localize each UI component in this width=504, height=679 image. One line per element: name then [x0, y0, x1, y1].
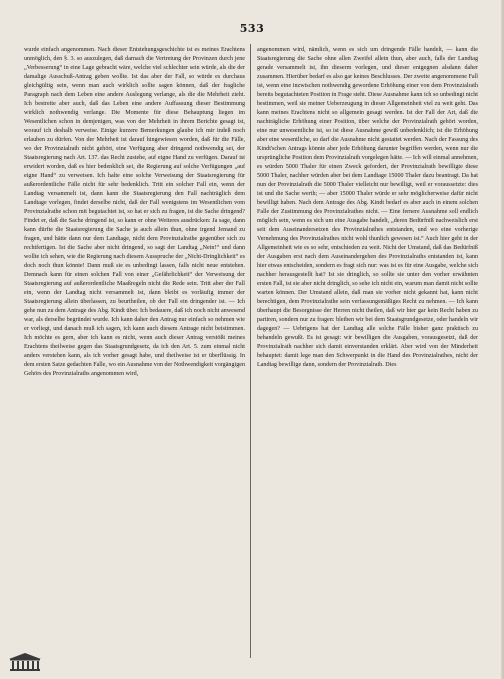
- paragraph: angenommen wird, nämlich, wenn es sich um dringende Fälle handelt, — kann die Staatsregierung die Sache ohne allen Zweifel allein thun, aber auch, falls der Landtag gerade versammelt ist, ihn dieserm vorlegen, und dieser entgegnen alsdann daher zusammen. Hierüber bedarf es also gar keines Beschlusses. Der zweite angenommene Fall ist, wenn eine inzwischen nothwendig gewordene Erhöhung einer von dem Provinzialrath bereits begutachteten Position in Frage steht. Diese Ausnahme kann ich so unbedingt nicht bestimmen, weil sie meiner Ueberzeugung in dieser Allgemeinheit viel zu weit geht. Das kann meines Erachtens nicht so allgemein gesagt werden. Ist der Fall der Art, daß die nachträgliche Erhöhung einer Position, über welche der Provinzialrath gehört worden, eine nur unwesentliche ist, so ist diese Ausnahme gewiß unbedenklich; ist die Erhöhung aber eine wesentliche, so darf die Ausnahme nicht gestattet werden. Nach der Fassung des Kindt'schen Antrags könnte aber jede Erhöhung darunter begriffen werden, wenn nur die ursprüngliche Position dem Provinzialrath vorgelegen hätte. — Ich will einmal annehmen, es würden 5000 Thaler für einen Zweck gefordert, der Provinzialrath bewilligte diese 5000 Thaler, nachher würden aber bei dem Landtage 15000 Thaler dazu beantragt. Da hat nun der Provinzialrath die 5000 Thaler vielleicht nur bewilligt, weil er voraussetzte: dies ist und die Sache werth; — aber 15000 Thaler würde er sehr möglicherweise dafür nicht bewilligt haben. Nach dem Antrage des Abg. Kindt bedarf es aber auch in einem solchen Falle der Zustimmung des Provinzialrathes nicht. — Eine fernere Ausnahme soll endlich möglich sein, wenn es sich um eine Ausgabe handelt, „deren Bedürfniß nachweislich erst seit dem Auseinandersetzen des Provinzialrathes entstanden, und wo eine vorherige Vernehmung des Provinzialrathes nicht wohl thunlich gewesen ist.“ Auch hier geht in der Allgemeinheit wie es so sehr, entschieden zu weit. Nicht der Umstand, daß das Bedürfniß der Ausgaben erst nach dem Auseinandergehen des Provinzialraths entstanden ist, kann hier etwas entscheiden, sondern es fragt sich nur: was ist es für eine Ausgabe, welche sich nachher herausgestellt hat? Ist sie dringlich, so sollte sie unter den vorher erwähnten ersten Fall, ist sie aber nicht dringlich, so sehe ich nicht ein, warum man damit nicht sollte warten können. Der Umstand allein, daß man sie vorher nicht gekannt hat, kann nicht berechtigen, dem Provinzialrathe sein verfassungsmäßiges Recht zu nehmen. — Ich kann überhaupt die Besorgnisse der Herren nicht theilen, daß wir hier gar kein Recht haben zu partiren, sondern nur zu fragen: bleiben wir bei dem Staatsgrundgesetze, oder handeln wir dagegen? — Uebrigens hat der Landtag alle solche Fälle bisher ganz praktisch zu behandeln gewußt. Es ist gesagt: wir bewilligen die Ausgaben, vorausgesetzt, daß der Provinzialrath nachher sich damit einverstanden erklärt. Aber wird von der Minderheit behauptet: damit lege man den Schwerpunkt in die Hand des Provinzialrathes, nicht der Landtag bewillige dann, sondern der Provinzialrath. Dies: [257, 47, 478, 368]
- paragraph: wurde einfach angenommen. Nach dieser Entstehungsgeschichte ist es meines Erachtens unmöglich, den §. 3. so auszulegen, daß darnach die Vertretung der Provinzen durch jene „Verbesserung“ in eine Lage gebracht wäre, welche viel schlechter sein würde, als die der damalige Ausschuß-Antrag geben wollte. Ist das aber der Fall, so würde es durchaus gleichgültig sein, wenn man auch wirklich sollte sagen können, daß der fragliche Paragraph nach dem Leben eine andere Auslegung verlange, als die die Mehrheit zieht. Ich bestreite aber auch, daß das Leben eine andere Auffassung dieser Bestimmung wirklich nothwendig verlange. Die Momente für diese Behauptung liegen im Wesentlichen schon in demjenigen, was von der Mehrheit in ihrem Berichte gesagt ist, worauf ich deshalb verweise. Einige kurzere Bemerkungen glaube ich mir indeß noch erlauben zu dürfen. Von der Mehrheit ist darauf hingewiesen worden, daß für die Fälle, wo der Provinzialrath nicht gehört, eine Verfügung aber dringend nothwendig sei, der Staatsregierung nach Art. 137. das Recht zustehe, auf eigne Hand zu verfügen. Darauf ist erwidert worden, daß es hier bedenklich sei, die Regierung auf solche Verfügungen „auf eigne Hand“ zu verweisen. Ich halte eine solche Verweisung der Staatsregierung für außerordentliche Fälle nicht für sehr bedenklich. Tritt ein solcher Fall ein, wenn der Landtag versammelt ist, dann kann die Staatsregierung den Fall nachträglich dem Landtage vorlegen, findet derselbe nicht, daß der Fall wenigstens im Wesentlichen vom Provinzialrathe schon mit begutachtet ist, so hat er sich zu fragen, ist die Sache dringend? Findet er, daß die Sache dringend ist, so kann er ohne Weiteres ausdrücken: Ja sage, dann kann dürfte die Staatsregierung die Sache ja auch allein thun, ohne irgend Jemand zu fragen, und hätte dann nur dem Landtage, nicht dem Provinzialrathe gegenüber sich zu rechtfertigen. Ist die Sache aber nicht dringend, so sagt der Landtag „Nein!“ und dann wollte ich sehen, wie die Regierung nach diesem Ausspruche der „Nicht-Dringlichkeit“ es doch noch thun könnte! Dann muß sie es unbedingt lassen, falls nicht neue entstehen. Demnach kann für einen solchen Fall von einer „Gefährlichkeit“ der Verweisung der Staatsregierung auf außerordentliche Maaßregeln nicht die Rede sein. Tritt aber der Fall ein, wenn der Landtag nicht versammelt ist, dann bleibt es vorläufig immer der Staatsregierung allein überlassen, zu beurtheilen, ob der Fall ein dringender ist. — Ich gehe nun zu dem Antrage des Abg. Kindt über. Ich bedauere, daß ich noch nicht anwesend war, als derselbe begründet wurde. Ich kann daher den Antrag nur einfach so nehmen wie er vorliegt, und danach muß ich sagen, ich kann auch diesem Antrage nicht beistimmen. Ich möchte es gern, aber ich kann es nicht, wenn auch dieser Antrag verstößt meines Erachtens theilweise gegen das Staatsgrundgesetz, da ich den Art. 5. zum einmal nicht anders verstehen kann, als ich vorher gesagt habe, und theilweise ist er überflüssig. In dem ersten Satze gedachten Falle, wo ein Ausnahme von der Nothwendigkeit vorgängigen Gehörs des Provinzialraths angenommen wird,: [24, 47, 245, 377]
- text-column-right: [257, 46, 478, 656]
- page-number: 533: [239, 22, 265, 35]
- column-divider: [250, 44, 251, 658]
- text-column-left: [24, 46, 245, 656]
- library-logo-icon: [6, 651, 44, 673]
